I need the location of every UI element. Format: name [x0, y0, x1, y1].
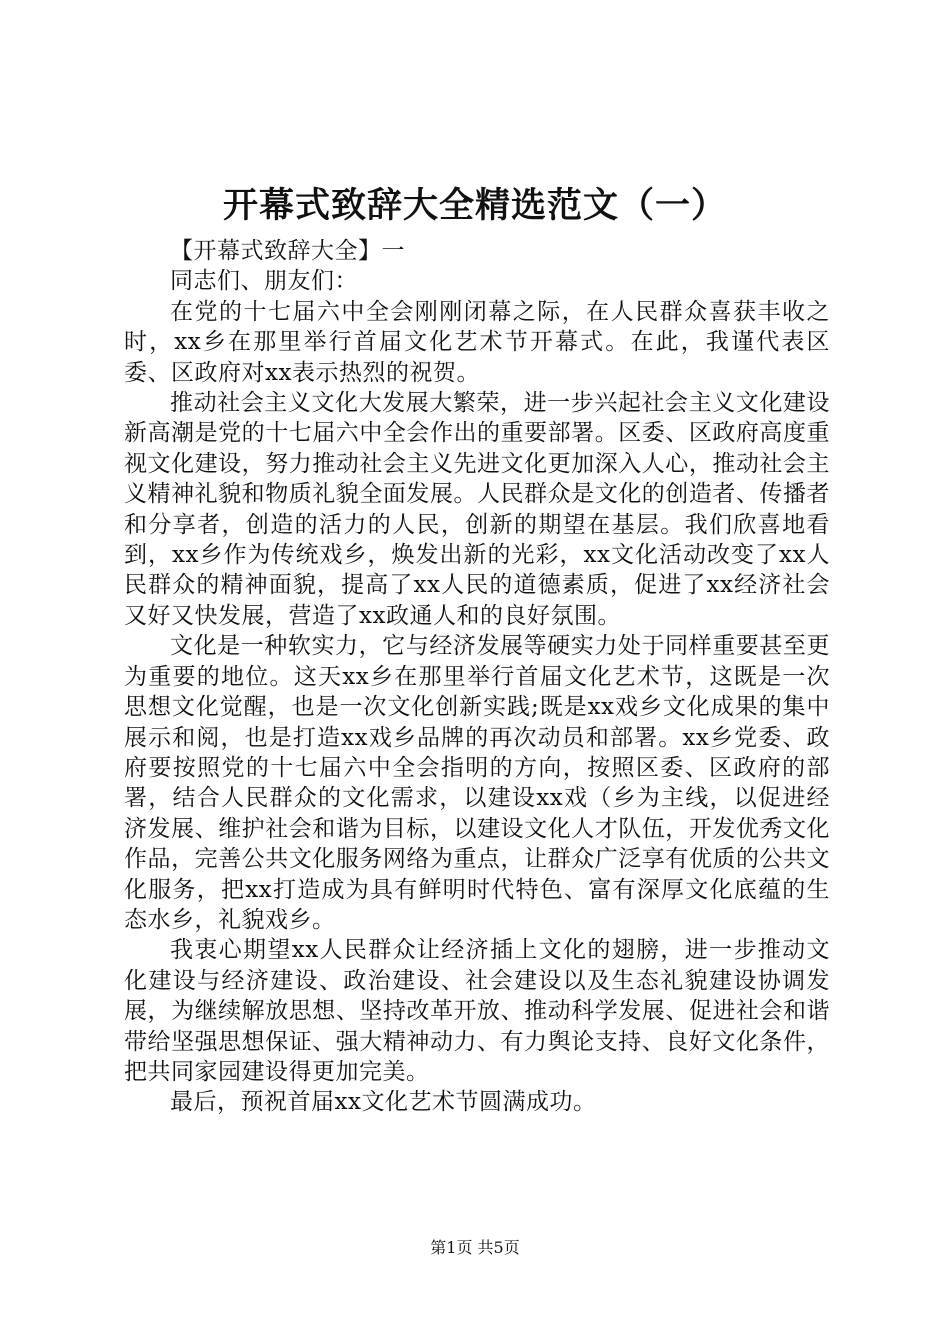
document-title: 开幕式致辞大全精选范文（一） [222, 185, 727, 226]
paragraph-heading: 【开幕式致辞大全】一 [170, 238, 405, 264]
paragraph: 在党的十七届六中全会刚刚闭幕之际，在人民群众喜获丰收之时，xx乡在那里举行首届文化艺术节开幕式。在此，我谨代表区委、区政府对xx表示热烈的祝贺。 [124, 298, 830, 386]
paragraph: 文化是一种软实力，它与经济发展等硬实力处于同样重要甚至更为重要的地位。这天xx乡在那里举行首届文化艺术节，这既是一次思想文化觉醒，也是一次文化创新实践;既是xx戏乡文化成果的集中展示和阅，也是打造xx戏乡品牌的再次动员和部署。xx乡党委、政府要按照党的十七届六中全会指明的方向，按照区委、区政府的部署，结合人民群众的文化需求，以建设xx戏（乡为主线，以促进经济发展、维护社会和谐为目标，以建设文化人才队伍，开发优秀文化作品，完善公共文化服务网络为重点，让群众广泛享有优质的公共文化服务，把xx打造成为具有鲜明时代特色、富有深厚文化底蕴的生态水乡，礼貌戏乡。 [124, 633, 830, 933]
paragraph: 推动社会主义文化大发展大繁荣，进一步兴起社会主义文化建设新高潮是党的十七届六中全会作出的重要部署。区委、区政府高度重视文化建设，努力推动社会主义先进文化更加深入人心，推动社会主义精神礼貌和物质礼貌全面发展。人民群众是文化的创造者、传播者和分享者，创造的活力的人民，创新的期望在基层。我们欣喜地看到，xx乡作为传统戏乡，焕发出新的光彩，xx文化活动改变了xx人民群众的精神面貌，提高了xx人民的道德素质，促进了xx经济社会又好又快发展，营造了xx政通人和的良好氛围。 [124, 390, 830, 629]
paragraph-salutation: 同志们、朋友们： [170, 268, 358, 295]
paragraph-closing: 最后，预祝首届xx文化艺术节圆满成功。 [170, 1089, 597, 1116]
paragraph: 我衷心期望xx人民群众让经济插上文化的翅膀，进一步推动文化建设与经济建设、政治建设、社会建设以及生态礼貌建设协调发展，为继续解放思想、坚持改革开放、推动科学发展、促进社会和谐带给坚强思想保证、强大精神动力、有力舆论支持、良好文化条件，把共同家园建设得更加完美。 [124, 937, 830, 1085]
document-body [124, 236, 830, 1118]
page-number: 第1页 共5页 [430, 1238, 520, 1257]
